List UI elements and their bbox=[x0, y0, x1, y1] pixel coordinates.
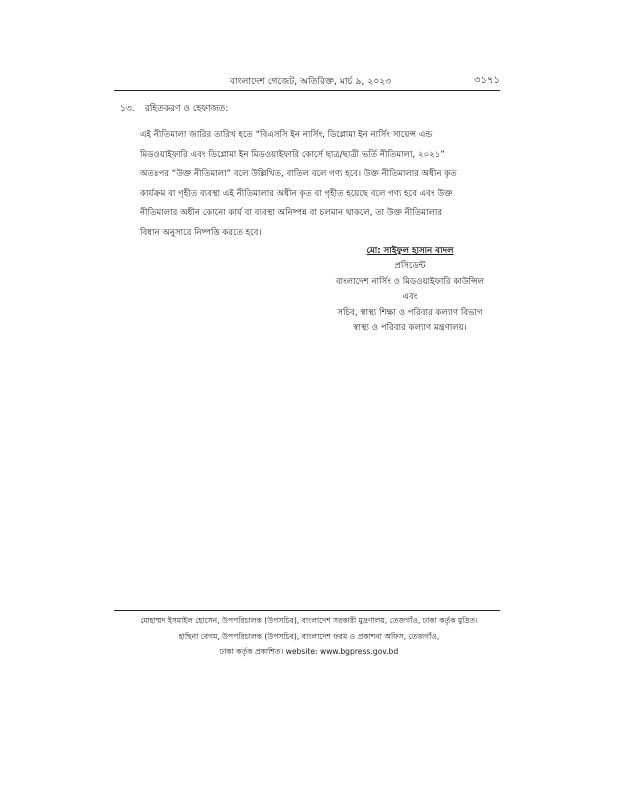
signatory-organization: বাংলাদেশ নার্সিং ও মিডওয়াইফারি কাউন্সিল bbox=[335, 276, 485, 287]
signatory-conjunction: এবং bbox=[402, 292, 418, 303]
body-line: বিধান অনুসারে নিষ্পত্তি করতে হবে। bbox=[140, 227, 262, 238]
printer-imprint bbox=[114, 613, 504, 660]
signature-block bbox=[300, 244, 520, 336]
section-heading bbox=[120, 101, 228, 116]
body-line: কার্যক্রম বা গৃহীত ব্যবস্থা এই নীতিমালার অধীন কৃত বা গৃহীত হয়েছে বলে গণ্য হবে এবং উক্ত bbox=[140, 188, 453, 199]
page-header bbox=[114, 70, 500, 91]
footer-divider bbox=[114, 610, 500, 611]
section-number: ১৩. bbox=[120, 104, 135, 114]
imprint-line-published: হাছিনা বেগম, উপপরিচালক (উপসচিব), বাংলাদেশ ফরম ও প্রকাশনা অফিস, তেজগাঁও, bbox=[178, 631, 440, 641]
page-number: ৩১৭১ bbox=[474, 75, 500, 86]
section-title: রহিতকরণ ও হেফাজত: bbox=[144, 104, 229, 114]
body-line: এই নীতিমালা জারির তারিখ হতে “বিএসসি ইন নার্সিং, ডিপ্লোমা ইন নার্সিং সায়েন্স এন্ড bbox=[140, 130, 433, 140]
body-line: নীতিমালার অধীন কোনো কার্য বা ব্যবস্থা অনিষ্পন্ন বা চলমান থাকলে, তা উক্ত নীতিমালার bbox=[140, 208, 443, 219]
signatory-name: মো: সাইফুল হাসান বাদল bbox=[366, 246, 454, 256]
body-line: মিডওয়াইফারি এবং ডিপ্লোমা ইন মিডওয়াইফারি কোর্সে ছাত্র/ছাত্রী ভর্তি নীতিমালা, ২০২১” bbox=[140, 149, 445, 160]
section-body bbox=[140, 126, 502, 244]
header-title: বাংলাদেশ গেজেট, অতিরিক্ত, মার্চ ৯, ২০২৩ bbox=[230, 77, 392, 87]
imprint-line-printed: মোহাম্মদ ইসমাইল হোসেন, উপপরিচালক (উপসচিব), বাংলাদেশ সরকারী মুদ্রণালয়, তেজগাঁও, ঢাকা কর্তৃক মুদ্রিত। bbox=[140, 616, 478, 625]
signatory-ministry: স্বাস্থ্য ও পরিবার কল্যাণ মন্ত্রণালয়। bbox=[353, 323, 467, 334]
body-line: অতঃপর “উক্ত নীতিমালা” বলে উল্লিখিত, বাতিল বলে গণ্য হবে। উক্ত নীতিমালার অধীন কৃত bbox=[140, 169, 457, 180]
imprint-line-website: ঢাকা কর্তৃক প্রকাশিত। website: www.bgpress.gov.bd bbox=[219, 647, 399, 657]
signatory-secretary: সচিব, স্বাস্থ্য শিক্ষা ও পরিবার কল্যাণ বিভাগ bbox=[337, 307, 483, 318]
signatory-designation: প্রসিডেন্ট bbox=[394, 261, 426, 272]
